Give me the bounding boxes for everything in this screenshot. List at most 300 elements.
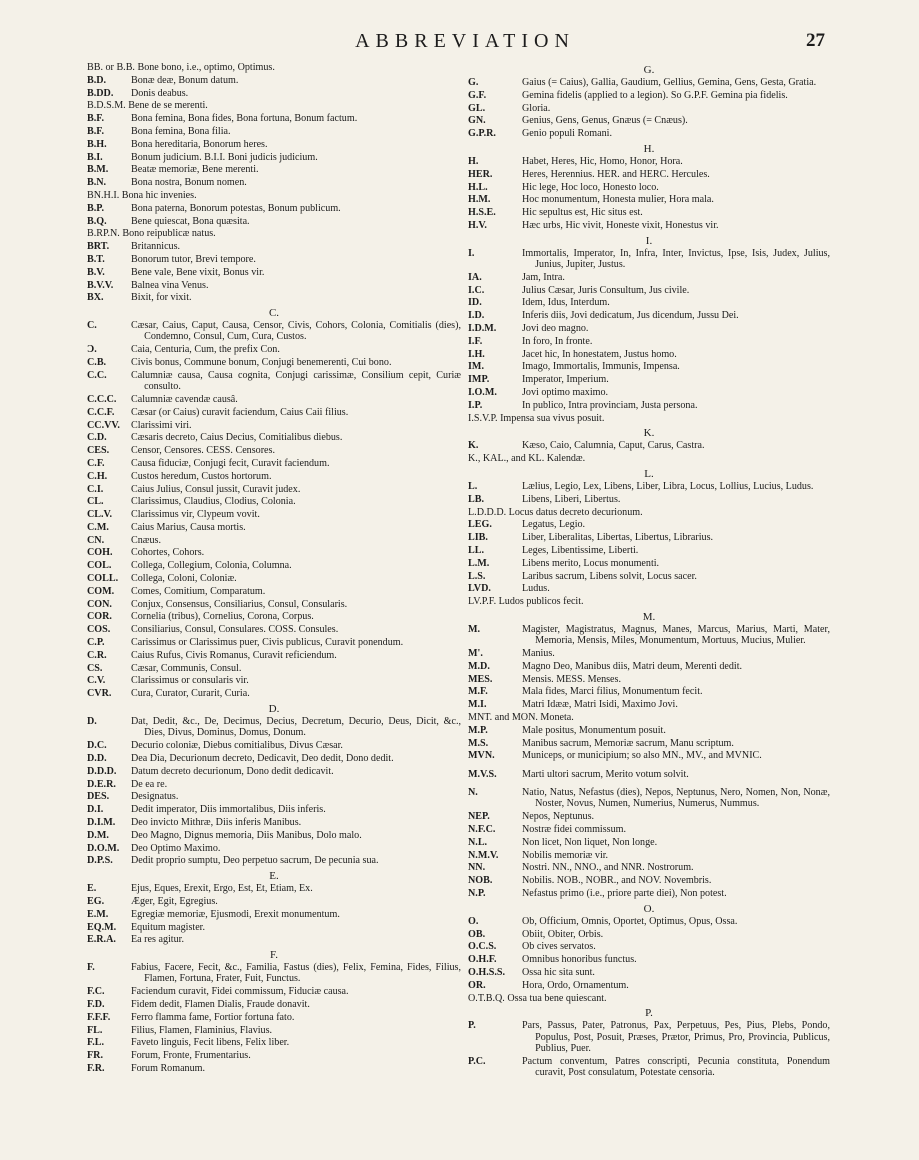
abbreviation-term: C.F. xyxy=(87,457,105,469)
abbreviation-expansion: Idem, Idus, Interdum. xyxy=(522,297,610,309)
abbreviation-expansion: In publico, Intra provinciam, Justa persona. xyxy=(522,399,698,411)
abbreviation-expansion: Hora, Ordo, Ornamentum. xyxy=(522,979,629,991)
abbreviation-term: I.O.M. xyxy=(468,387,497,399)
abbreviation-expansion: Designatus. xyxy=(131,791,179,803)
abbreviation-entry xyxy=(468,661,830,672)
section-letter: G. xyxy=(643,64,655,76)
abbreviation-entry xyxy=(87,740,461,751)
abbreviation-term: IM. xyxy=(468,361,484,373)
abbreviation-term: FR. xyxy=(87,1050,103,1062)
abbreviation-expansion: Dea Dia, Decurionum decreto, Dedicavit, Deo dedit, Dono dedit. xyxy=(131,752,394,764)
abbreviation-entry xyxy=(468,725,830,736)
abbreviation-entry xyxy=(468,494,830,505)
abbreviation-entry xyxy=(87,420,461,431)
abbreviation-expansion: LV.P.F. Ludos publicos fecit. xyxy=(468,596,584,608)
abbreviation-entry xyxy=(468,323,830,334)
abbreviation-entry xyxy=(468,811,830,822)
abbreviation-entry xyxy=(468,297,830,308)
abbreviation-expansion: Fidem dedit, Flamen Dialis, Fraude donavit. xyxy=(131,998,310,1010)
abbreviation-expansion: Mensis. MESS. Menses. xyxy=(522,673,621,685)
abbreviation-expansion: Æger, Egit, Egregius. xyxy=(131,895,218,907)
abbreviation-entry xyxy=(87,357,461,368)
abbreviation-expansion: Ferro flamma fame, Fortior fortuna fato. xyxy=(131,1011,295,1023)
abbreviation-expansion: Genio populi Romani. xyxy=(522,128,612,140)
abbreviation-term: C.M. xyxy=(87,521,109,533)
abbreviation-term: D.O.M. xyxy=(87,842,120,854)
abbreviation-expansion: Cæsar, Caius, Caput, Causa, Censor, Civis, Cohors, Colonia, Comitialis (dies), Condemno, Consul, Cum, Cura, Custos. xyxy=(131,320,461,343)
abbreviation-expansion: Laribus sacrum, Libens solvit, Locus sacer. xyxy=(522,570,697,582)
abbreviation-entry xyxy=(87,1037,461,1048)
abbreviation-term: GL. xyxy=(468,102,486,114)
abbreviation-entry xyxy=(468,400,830,411)
abbreviation-term: N.M.V. xyxy=(468,849,499,861)
abbreviation-entry xyxy=(87,190,461,201)
abbreviation-term: C.C.F. xyxy=(87,406,115,418)
abbreviation-entry xyxy=(87,688,461,699)
abbreviation-expansion: Non licet, Non liquet, Non longe. xyxy=(522,836,658,848)
abbreviation-expansion: Hæc urbs, Hic vivit, Honeste vixit, Honestus vir. xyxy=(522,219,719,231)
abbreviation-term: Ͻ. xyxy=(87,344,97,356)
abbreviation-expansion: Ob cives servatos. xyxy=(522,941,596,953)
abbreviation-term: I.F. xyxy=(468,335,483,347)
abbreviation-entry xyxy=(87,573,461,584)
abbreviation-expansion: B.D.S.M. Bene de se merenti. xyxy=(87,100,208,112)
abbreviation-term: OR. xyxy=(468,979,486,991)
abbreviation-term: DES. xyxy=(87,791,110,803)
abbreviation-expansion: Nostri. NN., NNO., and NNR. Nostrorum. xyxy=(522,862,694,874)
abbreviation-entry xyxy=(87,177,461,188)
abbreviation-term: I.P. xyxy=(468,399,483,411)
abbreviation-term: D. xyxy=(87,716,97,728)
abbreviation-entry xyxy=(468,532,830,543)
abbreviation-term: IA. xyxy=(468,271,482,283)
abbreviation-term: LL. xyxy=(468,545,484,556)
abbreviation-expansion: Bonorum tutor, Brevi tempore. xyxy=(131,253,256,265)
abbreviation-expansion: Causa fiduciæ, Conjugi fecit, Curavit faciendum. xyxy=(131,457,330,469)
abbreviation-term: D.I. xyxy=(87,804,104,816)
abbreviation-entry xyxy=(87,370,461,393)
section-letter: F. xyxy=(270,949,278,962)
abbreviation-expansion: Dedit proprio sumptu, Deo perpetuo sacrum, De pecunia sua. xyxy=(131,855,379,867)
abbreviation-expansion: Nobilis memoriæ vir. xyxy=(522,849,609,861)
abbreviation-expansion: Cornelia (tribus), Cornelius, Corona, Corpus. xyxy=(131,611,314,623)
abbreviation-entry xyxy=(468,850,830,861)
abbreviation-entry xyxy=(468,596,830,607)
abbreviation-entry xyxy=(87,637,461,648)
abbreviation-expansion: Bonæ deæ, Bonum datum. xyxy=(131,74,239,86)
abbreviation-term: CES. xyxy=(87,445,110,457)
abbreviation-term: I.D. xyxy=(468,310,485,322)
abbreviation-expansion: Natio, Natus, Nefastus (dies), Nepos, Neptunus, Nero, Nomen, Non, Nonæ, Noster, Novus, Numen, Numerius, Numerus, Nummus. xyxy=(522,787,830,810)
abbreviation-expansion: Deo Magno, Dignus memoria, Diis Manibus, Dolo malo. xyxy=(131,829,362,841)
abbreviation-entry xyxy=(87,280,461,291)
abbreviation-entry xyxy=(87,855,461,866)
abbreviation-entry xyxy=(87,88,461,99)
abbreviation-entry xyxy=(87,292,461,303)
abbreviation-term: G. xyxy=(468,77,479,88)
abbreviation-term: COS. xyxy=(87,624,111,636)
abbreviation-entry xyxy=(468,248,830,271)
abbreviation-expansion: Bona femina, Bona filia. xyxy=(131,125,231,137)
abbreviation-entry xyxy=(87,535,461,546)
abbreviation-entry xyxy=(468,519,830,530)
abbreviation-term: CVR. xyxy=(87,688,112,700)
abbreviation-expansion: I.S.V.P. Impensa sua vivus posuit. xyxy=(468,412,605,424)
abbreviation-term: M.D. xyxy=(468,660,490,672)
abbreviation-entry xyxy=(87,586,461,597)
abbreviation-term: F.R. xyxy=(87,1062,105,1074)
abbreviation-expansion: Clarissimus, Claudius, Clodius, Colonia. xyxy=(131,496,296,508)
abbreviation-expansion: Imperator, Imperium. xyxy=(522,374,609,386)
abbreviation-entry xyxy=(468,558,830,569)
abbreviation-term: LEG. xyxy=(468,519,492,531)
abbreviation-expansion: B.RP.N. Bono reipublicæ natus. xyxy=(87,228,216,240)
abbreviation-entry xyxy=(468,571,830,582)
abbreviation-term: BRT. xyxy=(87,241,110,253)
abbreviation-entry xyxy=(87,962,461,985)
abbreviation-entry xyxy=(468,387,830,398)
abbreviation-term: C.R. xyxy=(87,649,107,661)
abbreviation-expansion: MNT. and MON. Moneta. xyxy=(468,712,574,724)
abbreviation-entry xyxy=(468,686,830,697)
abbreviation-expansion: Ea res agitur. xyxy=(131,934,184,946)
abbreviation-expansion: Forum Romanum. xyxy=(131,1062,206,1074)
abbreviation-expansion: Fabius, Facere, Fecit, &c., Familia, Fastus (dies), Felix, Femina, Fides, Filius, Flamen, Fortuna, Frater, Fuit, Functus. xyxy=(131,962,461,985)
section-letter: M. xyxy=(642,610,656,623)
section-letter: H. xyxy=(643,142,655,155)
abbreviation-entry xyxy=(87,909,461,920)
abbreviation-expansion: Collega, Coloni, Coloniæ. xyxy=(131,573,237,585)
abbreviation-term: C.D. xyxy=(87,432,107,444)
abbreviation-entry xyxy=(87,1063,461,1074)
abbreviation-term: D.D.D. xyxy=(87,765,117,777)
abbreviation-expansion: Dedit imperator, Diis immortalibus, Diis inferis. xyxy=(131,804,326,816)
abbreviation-term: COLL. xyxy=(87,573,119,585)
abbreviation-expansion: Clarissimi viri. xyxy=(131,419,192,431)
abbreviation-expansion: Gaius (= Caius), Gallia, Gaudium, Gellius, Gemina, Gens, Gesta, Gratia. xyxy=(522,77,817,88)
abbreviation-term: IMP. xyxy=(468,374,490,386)
abbreviation-expansion: Censor, Censores. CESS. Censores. xyxy=(131,445,275,457)
abbreviation-entry xyxy=(87,509,461,520)
abbreviation-term: N. xyxy=(468,787,478,799)
abbreviation-expansion: Forum, Fronte, Frumentarius. xyxy=(131,1050,251,1062)
abbreviation-term: M.V.S. xyxy=(468,768,497,780)
abbreviation-term: I.H. xyxy=(468,348,485,360)
abbreviation-expansion: Habet, Heres, Hic, Homo, Honor, Hora. xyxy=(522,155,683,167)
abbreviation-term: B.N. xyxy=(87,177,107,189)
abbreviation-entry xyxy=(468,169,830,180)
abbreviation-entry xyxy=(468,993,830,1004)
abbreviation-entry xyxy=(468,583,830,594)
abbreviation-expansion: Bixit, for vixit. xyxy=(131,292,192,304)
abbreviation-entry xyxy=(468,824,830,835)
abbreviation-expansion: Hic lege, Hoc loco, Honesto loco. xyxy=(522,181,659,193)
abbreviation-entry xyxy=(87,599,461,610)
abbreviation-expansion: Bona nostra, Bonum nomen. xyxy=(131,177,247,189)
abbreviation-entry xyxy=(87,139,461,150)
abbreviation-expansion: K., KAL., and KL. Kalendæ. xyxy=(468,453,586,465)
abbreviation-entry xyxy=(87,100,461,111)
abbreviation-entry xyxy=(468,285,830,296)
section-letter: P. xyxy=(645,1007,653,1020)
section-letter: O. xyxy=(643,902,655,915)
abbreviation-expansion: De ea re. xyxy=(131,778,168,790)
abbreviation-entry xyxy=(468,648,830,659)
abbreviation-expansion: Decurio coloniæ, Diebus comitialibus, Divus Cæsar. xyxy=(131,740,343,752)
abbreviation-entry xyxy=(468,272,830,283)
abbreviation-expansion: Inferis diis, Jovi dedicatum, Jus dicendum, Jussu Dei. xyxy=(522,310,739,322)
abbreviation-entry xyxy=(468,929,830,940)
abbreviation-entry xyxy=(87,779,461,790)
abbreviation-entry xyxy=(468,980,830,991)
abbreviation-term: COM. xyxy=(87,585,115,597)
abbreviation-entry xyxy=(87,344,461,355)
section-letter: D. xyxy=(268,703,280,716)
abbreviation-expansion: Manius. xyxy=(522,648,555,660)
abbreviation-expansion: Cohortes, Cohors. xyxy=(131,547,205,559)
abbreviation-expansion: Comes, Comitium, Comparatum. xyxy=(131,585,266,597)
abbreviation-term: H. xyxy=(468,155,479,167)
abbreviation-term: B.H. xyxy=(87,138,107,150)
abbreviation-term: B.T. xyxy=(87,253,105,265)
abbreviation-term: M.S. xyxy=(468,737,489,749)
abbreviation-term: M.P. xyxy=(468,724,488,736)
abbreviation-term: D.M. xyxy=(87,829,109,841)
abbreviation-term: F.F.F. xyxy=(87,1011,111,1023)
abbreviation-expansion: Dat, Dedit, &c., De, Decimus, Decius, Decretum, Decurio, Deus, Dicit, &c., Dies, Divus, Dominus, Domus, Donum. xyxy=(131,716,461,739)
abbreviation-entry xyxy=(87,471,461,482)
abbreviation-expansion: Calumniæ causa, Causa cognita, Conjugi carissimæ, Consilium cepit, Curiæ consulto. xyxy=(131,369,461,393)
abbreviation-term: CS. xyxy=(87,662,103,674)
abbreviation-entry xyxy=(468,941,830,952)
abbreviation-term: N.F.C. xyxy=(468,823,496,835)
abbreviation-entry xyxy=(468,545,830,556)
abbreviation-expansion: Omnibus honoribus functus. xyxy=(522,954,637,966)
abbreviation-entry xyxy=(87,999,461,1010)
abbreviation-entry xyxy=(468,674,830,685)
abbreviation-expansion: Manibus sacrum, Memoriæ sacrum, Manu scriptum. xyxy=(522,737,734,749)
abbreviation-expansion: Lælius, Legio, Lex, Libens, Liber, Libra, Locus, Lollius, Lucius, Ludus. xyxy=(522,481,814,493)
abbreviation-term: LVD. xyxy=(468,583,491,595)
abbreviation-entry xyxy=(468,207,830,218)
abbreviation-entry xyxy=(87,484,461,495)
abbreviation-entry xyxy=(468,413,830,424)
abbreviation-term: O.H.S.S. xyxy=(468,966,506,978)
abbreviation-entry xyxy=(468,1020,830,1054)
abbreviation-expansion: Clarissimus vir, Clypeum vovit. xyxy=(131,509,260,521)
abbreviation-term: C.V. xyxy=(87,675,106,687)
abbreviation-term: B.DD. xyxy=(87,87,114,99)
abbreviation-entry xyxy=(87,624,461,635)
abbreviation-term: K. xyxy=(468,440,479,452)
abbreviation-entry xyxy=(87,1012,461,1023)
abbreviation-term: BX. xyxy=(87,292,104,304)
abbreviation-term: L.M. xyxy=(468,557,490,569)
abbreviation-entry xyxy=(87,675,461,686)
abbreviation-term: COL. xyxy=(87,560,112,572)
abbreviation-term: O.C.S. xyxy=(468,941,497,953)
abbreviation-expansion: Custos heredum, Custos hortorum. xyxy=(131,470,272,482)
abbreviation-entry xyxy=(87,254,461,265)
abbreviation-term: LIB. xyxy=(468,532,488,544)
abbreviation-expansion: Magister, Magistratus, Magnus, Manes, Marcus, Marius, Marti, Mater, Memoria, Mensis, Miles, Monumentum, Mortuus, Mucius, Mulier. xyxy=(522,623,830,647)
abbreviation-term: MVN. xyxy=(468,750,495,762)
abbreviation-expansion: Mala fides, Marci filius, Monumentum fecit. xyxy=(522,686,703,698)
abbreviation-expansion: Matri Idææ, Matri Isidi, Maximo Jovi. xyxy=(522,699,678,711)
abbreviation-expansion: Collega, Collegium, Colonia, Columna. xyxy=(131,560,292,572)
abbreviation-expansion: Bonum judicium. B.I.I. Boni judicis judicium. xyxy=(131,151,318,163)
abbreviation-expansion: Nepos, Neptunus. xyxy=(522,811,595,823)
abbreviation-entry xyxy=(468,954,830,965)
abbreviation-expansion: Hic sepultus est, Hic situs est. xyxy=(522,207,643,219)
abbreviation-entry xyxy=(468,453,830,464)
abbreviation-entry xyxy=(87,496,461,507)
abbreviation-term: C.I. xyxy=(87,483,104,495)
abbreviation-expansion: Pactum conventum, Patres conscripti, Pecunia constituta, Ponendum curavit, Post consulatum, Potestate censoria. xyxy=(522,1055,830,1078)
abbreviation-term: O.H.F. xyxy=(468,954,497,966)
abbreviation-expansion: Libens, Liberi, Libertus. xyxy=(522,493,621,505)
abbreviation-expansion: Faciendum curavit, Fidei commissum, Fiduciæ causa. xyxy=(131,986,349,998)
abbreviation-expansion: Heres, Herennius. HER. and HERC. Hercules. xyxy=(522,168,710,180)
abbreviation-entry xyxy=(468,888,830,899)
abbreviation-expansion: Nefastus primo (i.e., priore parte diei), Non potest. xyxy=(522,887,727,899)
abbreviation-entry xyxy=(87,986,461,997)
abbreviation-term: C. xyxy=(87,320,97,332)
abbreviation-term: B.I. xyxy=(87,151,103,163)
abbreviation-term: GN. xyxy=(468,115,486,127)
abbreviation-term: H.L. xyxy=(468,181,488,193)
abbreviation-entry xyxy=(87,804,461,815)
abbreviation-term: B.D. xyxy=(87,74,107,86)
abbreviation-term: F.L. xyxy=(87,1037,105,1049)
abbreviation-expansion: Jacet hic, In honestatem, Justus homo. xyxy=(522,348,677,360)
abbreviation-expansion: Leges, Libentissime, Liberti. xyxy=(522,545,639,556)
abbreviation-term: E.M. xyxy=(87,908,109,920)
abbreviation-expansion: O.T.B.Q. Ossa tua bene quiescant. xyxy=(468,992,607,1004)
abbreviation-entry xyxy=(468,738,830,749)
abbreviation-term: ID. xyxy=(468,297,482,309)
abbreviation-entry xyxy=(468,440,830,451)
abbreviation-entry xyxy=(468,220,830,231)
abbreviation-expansion: Britannicus. xyxy=(131,241,181,253)
abbreviation-entry xyxy=(87,75,461,86)
abbreviation-expansion: Datum decreto decurionum, Dono dedit dedicavit. xyxy=(131,765,334,777)
abbreviation-term: C.C. xyxy=(87,369,107,381)
abbreviation-entry xyxy=(87,560,461,571)
abbreviation-term: O. xyxy=(468,915,479,927)
abbreviation-term: NOB. xyxy=(468,875,493,887)
abbreviation-entry xyxy=(87,1025,461,1036)
abbreviation-entry xyxy=(468,156,830,167)
abbreviation-entry xyxy=(87,547,461,558)
abbreviation-expansion: Filius, Flamen, Flaminius, Flavius. xyxy=(131,1024,273,1036)
abbreviation-entry xyxy=(87,241,461,252)
section-letter: E. xyxy=(269,870,279,883)
abbreviation-term: C.H. xyxy=(87,470,108,482)
abbreviation-expansion: Cnæus. xyxy=(131,534,162,546)
abbreviation-expansion: Jam, Intra. xyxy=(522,271,565,283)
abbreviation-term: C.B. xyxy=(87,357,107,369)
abbreviation-expansion: Male positus, Monumentum posuit. xyxy=(522,724,666,736)
abbreviation-expansion: Municeps, or municipium; so also MN., MV., and MVNIC. xyxy=(522,750,762,762)
abbreviation-term: CC.VV. xyxy=(87,419,120,431)
section-letter: L. xyxy=(644,468,654,481)
abbreviation-entry xyxy=(87,663,461,674)
abbreviation-term: FL. xyxy=(87,1024,103,1036)
abbreviation-expansion: Genius, Gens, Genus, Gnæus (= Cnæus). xyxy=(522,115,688,127)
abbreviation-expansion: Bona hereditaria, Bonorum heres. xyxy=(131,138,268,150)
abbreviation-entry xyxy=(468,77,830,88)
abbreviation-expansion: BB. or B.B. Bone bono, i.e., optimo, Optimus. xyxy=(87,62,275,73)
abbreviation-term: H.M. xyxy=(468,194,491,206)
abbreviation-expansion: Cura, Curator, Curarit, Curia. xyxy=(131,688,250,700)
abbreviation-entry xyxy=(87,830,461,841)
abbreviation-entry xyxy=(468,624,830,647)
abbreviation-entry xyxy=(468,349,830,360)
abbreviation-term: COR. xyxy=(87,611,112,623)
abbreviation-term: EQ.M. xyxy=(87,921,117,933)
abbreviation-entry xyxy=(87,445,461,456)
abbreviation-expansion: Cæsar (or Caius) curavit faciendum, Caius Caii filius. xyxy=(131,406,349,418)
abbreviation-expansion: Nobilis. NOB., NOBR., and NOV. Novembris. xyxy=(522,875,712,887)
abbreviation-term: I. xyxy=(468,247,475,259)
abbreviation-term: E. xyxy=(87,883,97,895)
abbreviation-expansion: Faveto linguis, Fecit libens, Felix liber. xyxy=(131,1037,290,1049)
abbreviation-expansion: Clarissimus or consularis vir. xyxy=(131,675,249,687)
abbreviation-term: D.I.M. xyxy=(87,816,116,828)
abbreviation-expansion: Ludus. xyxy=(522,583,550,595)
abbreviation-term: P. xyxy=(468,1020,476,1032)
abbreviation-entry xyxy=(468,481,830,492)
abbreviation-term: CN. xyxy=(87,534,105,546)
abbreviation-expansion: Hoc monumentum, Honesta mulier, Hora mala. xyxy=(522,194,714,206)
abbreviation-expansion: Balnea vina Venus. xyxy=(131,279,209,291)
abbreviation-expansion: Jovi optimo maximo. xyxy=(522,387,609,399)
abbreviation-expansion: Legatus, Legio. xyxy=(522,519,586,531)
page-number: 27 xyxy=(806,30,825,51)
abbreviation-entry xyxy=(468,787,830,810)
section-letter: C. xyxy=(268,307,280,320)
abbreviation-expansion: Pars, Passus, Pater, Patronus, Pax, Perpetuus, Pes, Pius, Plebs, Pondo, Populus, Post, Posuit, Præses, Prætor, Primus, Pro, Provincia, Publicus, Publius, Puer. xyxy=(522,1020,830,1054)
abbreviation-expansion: Deo Optimo Maximo. xyxy=(131,842,221,854)
abbreviation-term: M'. xyxy=(468,648,483,660)
abbreviation-expansion: Calumniæ cavendæ causâ. xyxy=(131,393,238,405)
abbreviation-expansion: Immortalis, Imperator, In, Infra, Inter, Invictus, Ipse, Isis, Judex, Julius, Junius, Jupiter, Justus. xyxy=(522,247,830,271)
abbreviation-entry xyxy=(468,967,830,978)
abbreviation-expansion: Conjux, Consensus, Consiliarius, Consul, Consularis. xyxy=(131,598,348,610)
abbreviation-entry xyxy=(468,194,830,205)
abbreviation-expansion: Consiliarius, Consul, Consulares. COSS. Consules. xyxy=(131,624,339,636)
abbreviation-term: B.M. xyxy=(87,164,109,176)
abbreviation-entry xyxy=(468,712,830,723)
abbreviation-entry xyxy=(87,228,461,239)
abbreviation-expansion: Ob, Officium, Omnis, Oportet, Optimus, Opus, Ossa. xyxy=(522,915,738,927)
abbreviation-entry xyxy=(87,164,461,175)
abbreviation-term: C.P. xyxy=(87,637,105,649)
abbreviation-term: H.V. xyxy=(468,219,487,231)
abbreviation-entry xyxy=(87,407,461,418)
abbreviation-term: C.C.C. xyxy=(87,393,117,405)
abbreviation-term: H.S.E. xyxy=(468,207,496,219)
abbreviation-entry xyxy=(87,611,461,622)
abbreviation-term: E.R.A. xyxy=(87,934,116,946)
abbreviation-term: NEP. xyxy=(468,811,490,823)
abbreviation-term: N.L. xyxy=(468,836,488,848)
abbreviation-term: M.F. xyxy=(468,686,488,698)
abbreviation-expansion: Caia, Centuria, Cum, the prefix Con. xyxy=(131,344,280,356)
abbreviation-entry xyxy=(468,336,830,347)
section-letter: K. xyxy=(643,427,655,440)
